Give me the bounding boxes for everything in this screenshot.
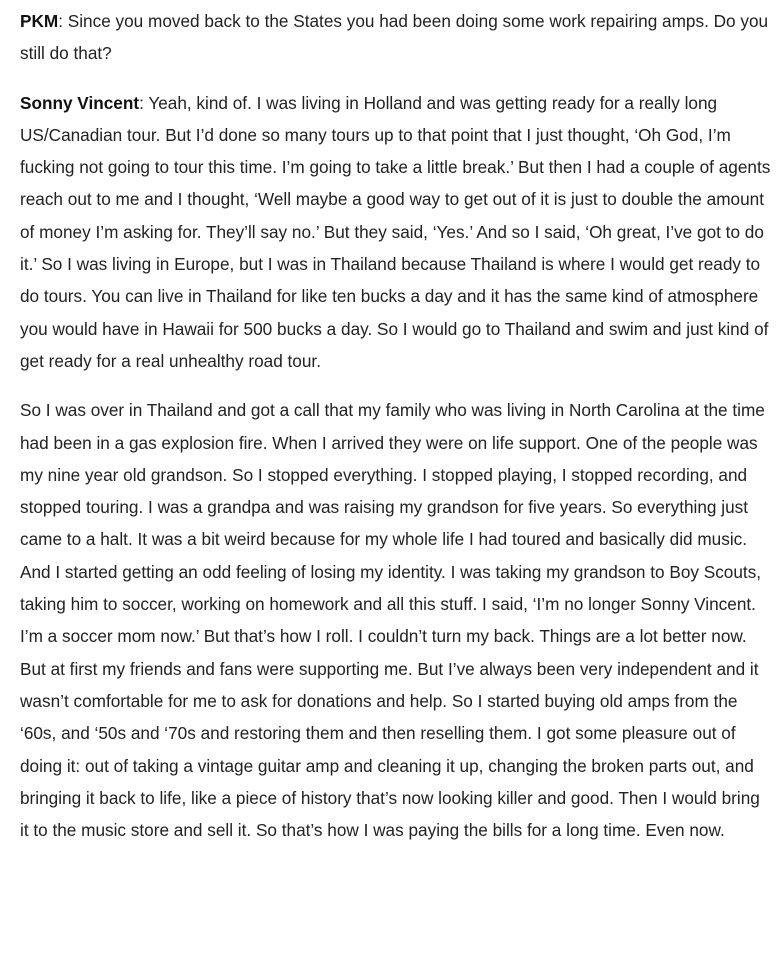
question-paragraph (20, 5, 772, 70)
answer-continuation-text: So I was over in Thailand and got a call that my family who was living in North Carolina at the time had been in a gas explosion fire. When I arrived they were on life support. One of the people was my nine year old grandson. So I stopped everything. I stopped playing, I stopped recording, and stopped touring. I was a grandpa and was raising my grandson for five years. So everything just came to a halt. It was a bit weird because for my whole life I had toured and basically did music. And I started getting an odd feeling of losing my identity. I was taking my grandson to Boy Scouts, taking him to soccer, working on homework and all this stuff. I said, ‘I’m no longer Sonny Vincent. I’m a soccer mom now.’ But that’s how I roll. I couldn’t turn my back. Things are a lot better now. But at first my friends and fans were supporting me. But I’ve always been very independent and it wasn’t comfortable for me to ask for donations and help. So I started buying old amps from the ‘60s, and ‘50s and ‘70s and restoring them and then reselling them. I got some pleasure out of doing it: out of taking a vintage guitar amp and cleaning it up, changing the broken parts out, and bringing it back to life, like a piece of history that’s now looking killer and good. Then I would bring it to the music store and sell it. So that’s how I was paying the bills for a long time. Even now. (20, 400, 765, 841)
speaker-name-interviewer: PKM (20, 11, 59, 31)
answer-text: Yeah, kind of. I was living in Holland and was getting ready for a really long US/Canadian tour. But I’d done so many tours up to that point that I just thought, ‘Oh God, I’m fucking not going to tour this time. I’m going to take a little break.’ But then I had a couple of agents reach out to me and I thought, ‘Well maybe a good way to get out of it is just to double the amount of money I’m asking for. They’ll say no.’ But they said, ‘Yes.’ And so I said, ‘Oh great, I’ve got to do it.’ So I was living in Europe, but I was in Thailand because Thailand is where I would get ready to do tours. You can live in Thailand for like ten bucks a day and it has the same kind of atmosphere you would have in Hawaii for 500 bucks a day. So I would go to Thailand and swim and just kind of get ready for a real unhealthy road tour. (20, 92, 771, 371)
answer-paragraph (20, 87, 772, 378)
answer-continuation-paragraph (20, 394, 772, 846)
speaker-name-interviewee: Sonny Vincent (20, 92, 140, 113)
interview-article (20, 5, 772, 863)
question-text: Since you moved back to the States you had been doing some work repairing amps. Do you still do that? (20, 11, 769, 64)
speaker-separator: : (58, 11, 68, 31)
speaker-separator: : (139, 92, 149, 113)
